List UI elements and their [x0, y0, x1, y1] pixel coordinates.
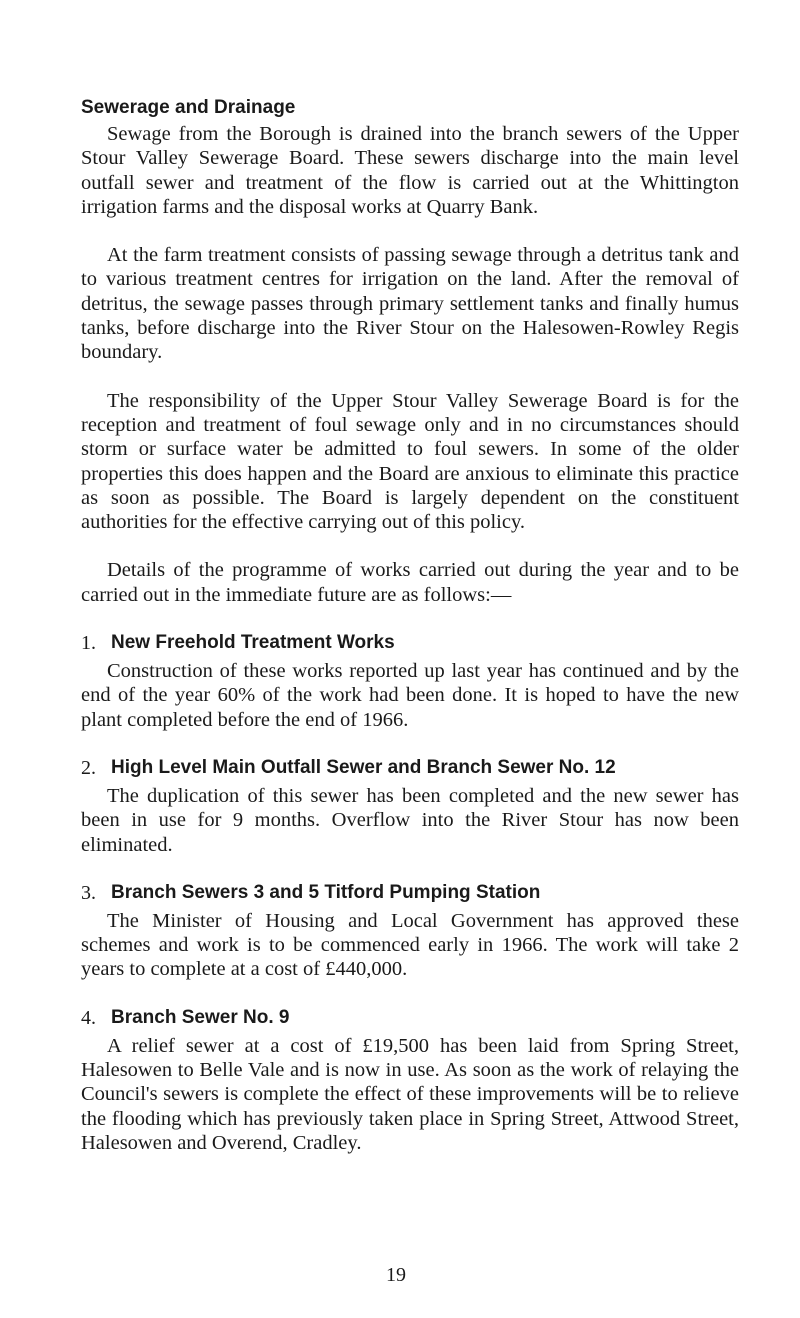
list-item	[81, 881, 739, 982]
paragraph: Details of the programme of works carried out during the year and to be carried out in the immediate future are as follows:—	[81, 559, 739, 606]
item-number: 2.	[81, 756, 96, 779]
item-heading	[81, 631, 739, 655]
list-item	[81, 1006, 739, 1155]
item-text: A relief sewer at a cost of £19,500 has been laid from Spring Street, Halesowen to Belle Vale and is now in use. As soon as the work of relaying the Council's sewers is complete the effect of these improvements will be to relieve the flooding which has previously taken place in Spring Street, Attwood Street, Halesowen and Overend, Cradley.	[81, 1034, 739, 1154]
item-title: Branch Sewer No. 9	[111, 1006, 290, 1028]
document-page	[81, 96, 739, 1179]
page-number: 19	[386, 1264, 406, 1286]
item-heading	[81, 1006, 739, 1030]
item-text: The duplication of this sewer has been completed and the new sewer has been in use for 9 months. Overflow into the River Stour has now been eliminated.	[81, 784, 739, 856]
item-number: 3.	[81, 881, 96, 904]
item-heading	[81, 881, 739, 905]
item-heading	[81, 756, 739, 780]
item-title: High Level Main Outfall Sewer and Branch Sewer No. 12	[111, 756, 616, 778]
paragraph: The responsibility of the Upper Stour Valley Sewerage Board is for the reception and treatment of foul sewage only and in no circumstances should storm or surface water be admitted to foul sewers. In some of the older properties this does happen and the Board are anxious to eliminate this practice as soon as possible. The Board is largely dependent on the constituent authorities for the effective carrying out of this policy.	[81, 389, 739, 534]
list-item	[81, 756, 739, 857]
item-title: Branch Sewers 3 and 5 Titford Pumping Station	[111, 881, 541, 903]
item-title: New Freehold Treatment Works	[111, 632, 395, 654]
paragraph: At the farm treatment consists of passing sewage through a detritus tank and to various treatment centres for irrigation on the land. After the removal of detritus, the sewage passes through primary settlement tanks and finally humus tanks, before discharge into the River Stour on the Halesowen-Rowley Regis boundary.	[81, 244, 739, 364]
item-number: 1.	[81, 632, 96, 655]
section-heading: Sewerage and Drainage	[81, 97, 296, 118]
item-number: 4.	[81, 1006, 96, 1029]
item-text: Construction of these works reported up last year has continued and by the end of the year 60% of the work had been done. It is hoped to have the new plant completed before the end of 1966.	[81, 660, 739, 731]
list-item	[81, 631, 739, 732]
paragraph: Sewage from the Borough is drained into the branch sewers of the Upper Stour Valley Sewerage Board. These sewers discharge into the main level outfall sewer and treatment of the flow is carried out at the Whittington irrigation farms and the disposal works at Quarry Bank.	[81, 123, 739, 218]
item-text: The Minister of Housing and Local Government has approved these schemes and work is to be commenced early in 1966. The work will take 2 years to complete at a cost of £440,000.	[81, 909, 739, 981]
